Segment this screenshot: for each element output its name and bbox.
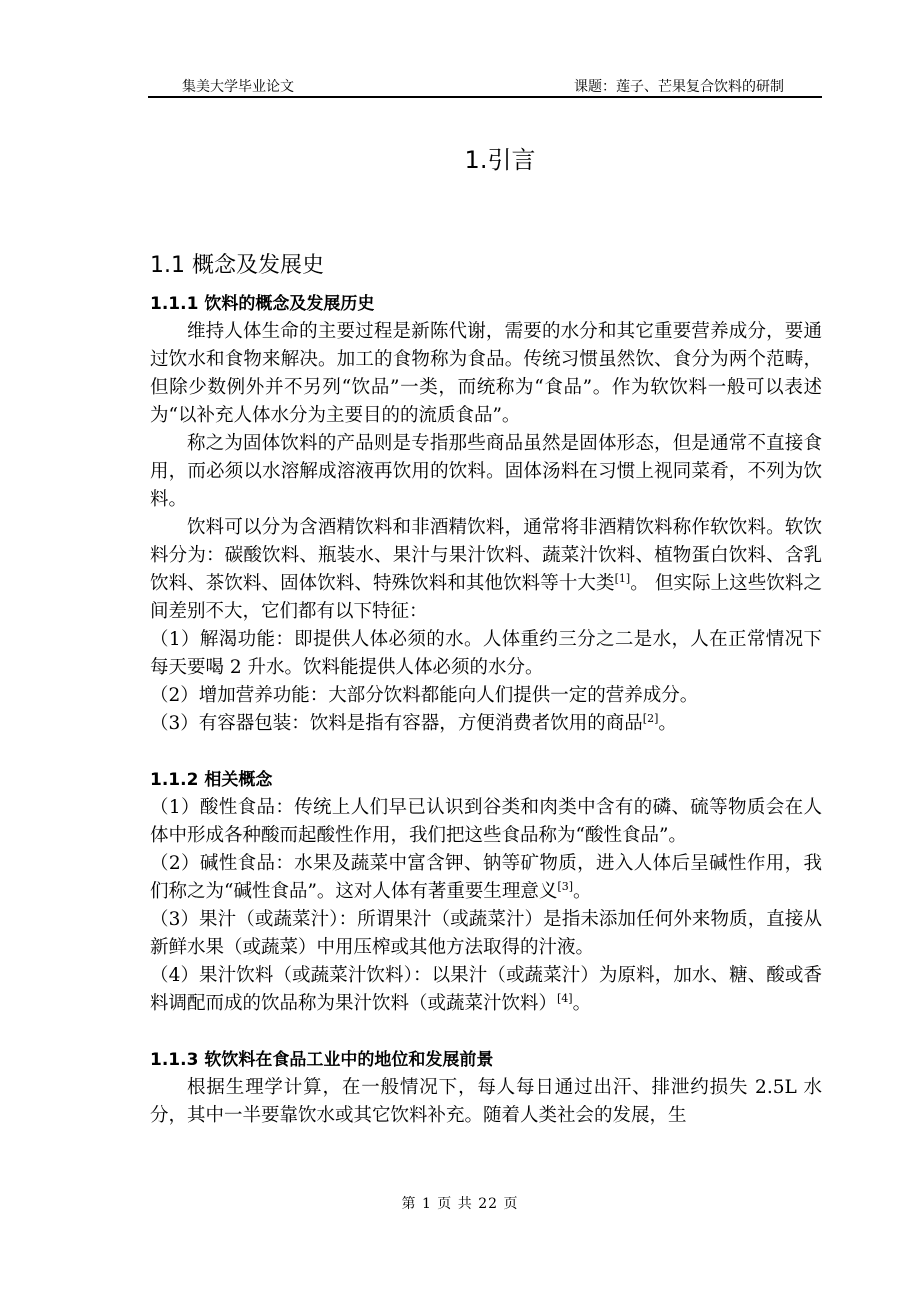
citation: [2] <box>642 711 659 725</box>
paragraph-text: 饮料可以分为含酒精饮料和非酒精饮料，通常将非酒精饮料称作软饮料。软饮料分为：碳酸饮料、瓶装水、果汁与果汁饮料、蔬菜汁饮料、植物蛋白饮料、含乳饮料、茶饮料、固体饮料、特殊饮料和其他饮料等十大类 <box>150 517 822 594</box>
paragraph: 维持人体生命的主要过程是新陈代谢，需要的水分和其它重要营养成分，要通过饮水和食物来解决。加工的食物称为食品。传统习惯虽然饮、食分为两个范畴，但除少数例外并不另列“饮品”一类，而统称为“食品”。作为软饮料一般可以表述为“以补充人体水分为主要目的的流质食品”。 <box>150 321 822 426</box>
subsection-heading-1-1-3: 1.1.3 软饮料在食品工业中的地位和发展前景 <box>150 1050 494 1070</box>
subsection-heading-1-1-2: 1.1.2 相关概念 <box>150 770 273 790</box>
chapter-title: 1.引言 <box>464 146 536 174</box>
paragraph: 称之为固体饮料的产品则是专指那些商品虽然是固体形态，但是通常不直接食用，而必须以水溶解成溶液再饮用的饮料。固体汤料在习惯上视同菜肴，不列为饮料。 <box>150 433 822 510</box>
list-item-text: （4）果汁饮料（或蔬菜汁饮料）：以果汁（或蔬菜汁）为原料，加水、糖、酸或香料调配而成的饮品称为果汁饮料（或蔬菜汁饮料） <box>150 965 822 1014</box>
list-item <box>150 962 822 1018</box>
list-item <box>150 850 822 906</box>
citation: [3] <box>557 879 574 893</box>
list-item <box>150 710 822 738</box>
page-footer: 第 1 页 共 22 页 <box>401 1196 519 1212</box>
list-item: （1）酸性食品：传统上人们早已认识到谷类和肉类中含有的磷、硫等物质会在人体中形成各种酸而起酸性作用，我们把这些食品称为“酸性食品”。 <box>150 797 822 846</box>
section-title: 1.1 概念及发展史 <box>150 253 324 278</box>
list-item-end: 。 <box>572 993 592 1014</box>
list-item: （1）解渴功能：即提供人体必须的水。人体重约三分之二是水，人在正常情况下每天要喝 2 升水。饮料能提供人体必须的水分。 <box>150 629 822 678</box>
paragraph-text: 。 但实际上这些饮料之间差别不大，它们都有以下特征： <box>150 573 822 622</box>
list-item-end: 。 <box>573 881 592 902</box>
header-topic: 课题：莲子、芒果复合饮料的研制 <box>574 79 784 95</box>
list-item-end: 。 <box>658 713 677 734</box>
list-item: （2）增加营养功能：大部分饮料都能向人们提供一定的营养成分。 <box>150 685 699 706</box>
list-item: （3）果汁（或蔬菜汁）：所谓果汁（或蔬菜汁）是指未添加任何外来物质，直接从新鲜水果（或蔬菜）中用压榨或其他方法取得的汁液。 <box>150 909 822 958</box>
citation: [4] <box>557 991 573 1005</box>
citation: [1] <box>614 571 631 585</box>
header-university: 集美大学毕业论文 <box>182 79 294 95</box>
list-item-text: （2）碱性食品：水果及蔬菜中富含钾、钠等矿物质，进入人体后呈碱性作用，我们称之为“碱性食品”。这对人体有著重要生理意义 <box>150 853 822 902</box>
paragraph <box>150 514 822 626</box>
subsection-heading-1-1-1: 1.1.1 饮料的概念及发展历史 <box>150 294 375 314</box>
list-item-text: （3）有容器包装：饮料是指有容器，方便消费者饮用的商品 <box>150 713 643 734</box>
body-text <box>150 290 822 1130</box>
paragraph: 根据生理学计算，在一般情况下，每人每日通过出汗、排泄约损失 2.5L 水分，其中一半要靠饮水或其它饮料补充。随着人类社会的发展，生 <box>150 1077 822 1126</box>
page-header <box>148 70 822 98</box>
